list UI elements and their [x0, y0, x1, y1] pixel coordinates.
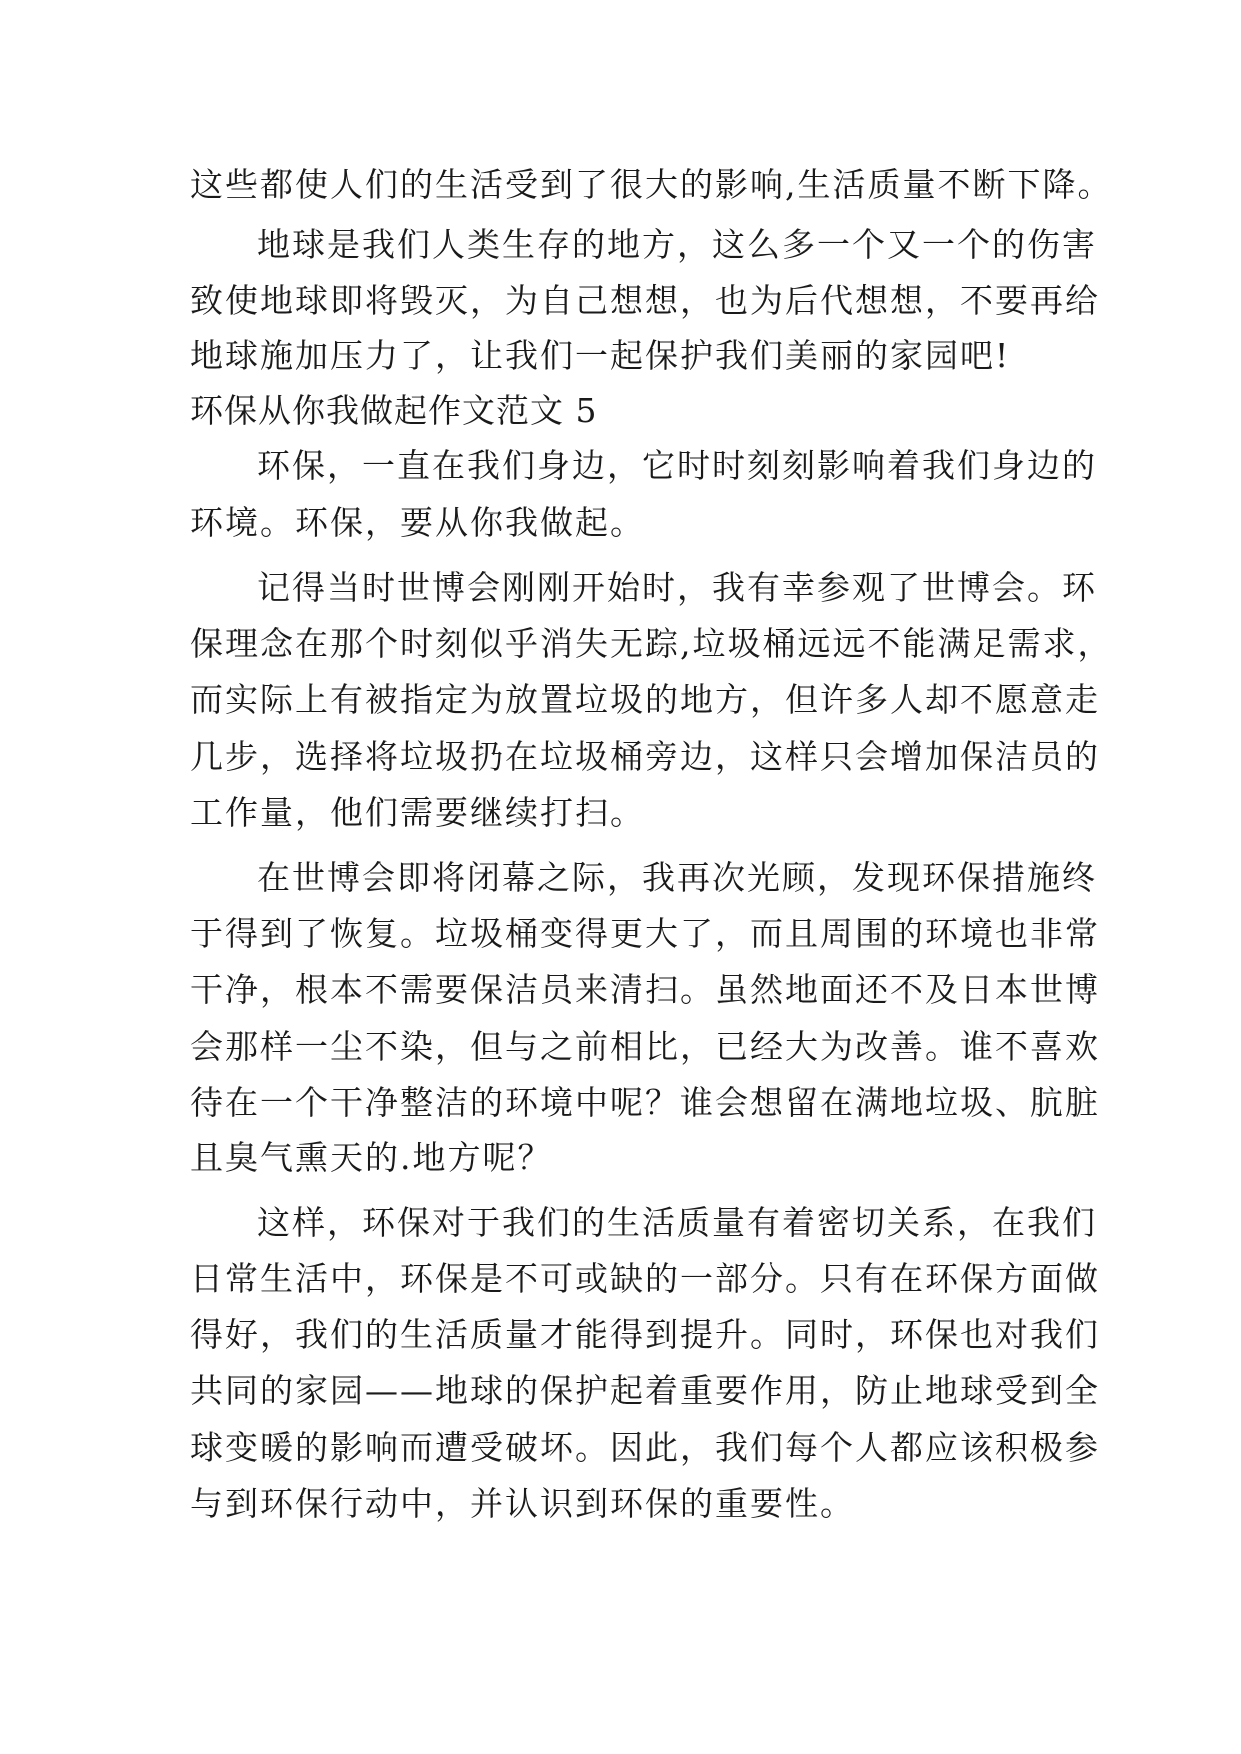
paragraph-start-line: 这样，环保对于我们的生活质量有着密切关系，在我们: [257, 1203, 1097, 1242]
section-heading: 环保从你我做起作文范文 5: [190, 391, 598, 430]
text-line: 干净，根本不需要保洁员来清扫。虽然地面还不及日本世博: [190, 970, 1100, 1009]
text-line: 与到环保行动中，并认识到环保的重要性。: [190, 1484, 855, 1523]
paragraph-start-line: 地球是我们人类生存的地方，这么多一个又一个的伤害: [257, 225, 1097, 264]
text-line: 这些都使人们的生活受到了很大的影响,生活质量不断下降。: [190, 165, 1113, 204]
text-line: 致使地球即将毁灭，为自己想想，也为后代想想，不要再给: [190, 281, 1100, 320]
text-line: 工作量，他们需要继续打扫。: [190, 793, 645, 832]
text-line: 保理念在那个时刻似乎消失无踪,垃圾桶远远不能满足需求，: [190, 624, 1113, 663]
text-line: 待在一个干净整洁的环境中呢？谁会想留在满地垃圾、肮脏: [190, 1083, 1100, 1122]
text-line: 于得到了恢复。垃圾桶变得更大了，而且周围的环境也非常: [190, 914, 1100, 953]
text-line: 且臭气熏天的.地方呢？: [190, 1138, 553, 1177]
text-line: 环境。环保，要从你我做起。: [190, 503, 645, 542]
text-line: 球变暖的影响而遭受破坏。因此，我们每个人都应该积极参: [190, 1428, 1100, 1467]
text-line: 共同的家园——地球的保护起着重要作用，防止地球受到全: [190, 1371, 1100, 1410]
paragraph-start-line: 环保，一直在我们身边，它时时刻刻影响着我们身边的: [257, 446, 1097, 485]
paragraph-start-line: 在世博会即将闭幕之际，我再次光顾，发现环保措施终: [257, 858, 1097, 897]
text-line: 几步，选择将垃圾扔在垃圾桶旁边，这样只会增加保洁员的: [190, 737, 1100, 776]
text-line: 会那样一尘不染，但与之前相比，已经大为改善。谁不喜欢: [190, 1027, 1100, 1066]
paragraph-start-line: 记得当时世博会刚刚开始时，我有幸参观了世博会。环: [257, 568, 1097, 607]
text-line: 而实际上有被指定为放置垃圾的地方，但许多人却不愿意走: [190, 680, 1100, 719]
text-line: 得好，我们的生活质量才能得到提升。同时，环保也对我们: [190, 1315, 1100, 1354]
text-line: 日常生活中，环保是不可或缺的一部分。只有在环保方面做: [190, 1259, 1100, 1298]
text-line: 地球施加压力了，让我们一起保护我们美丽的家园吧!: [190, 336, 1011, 375]
